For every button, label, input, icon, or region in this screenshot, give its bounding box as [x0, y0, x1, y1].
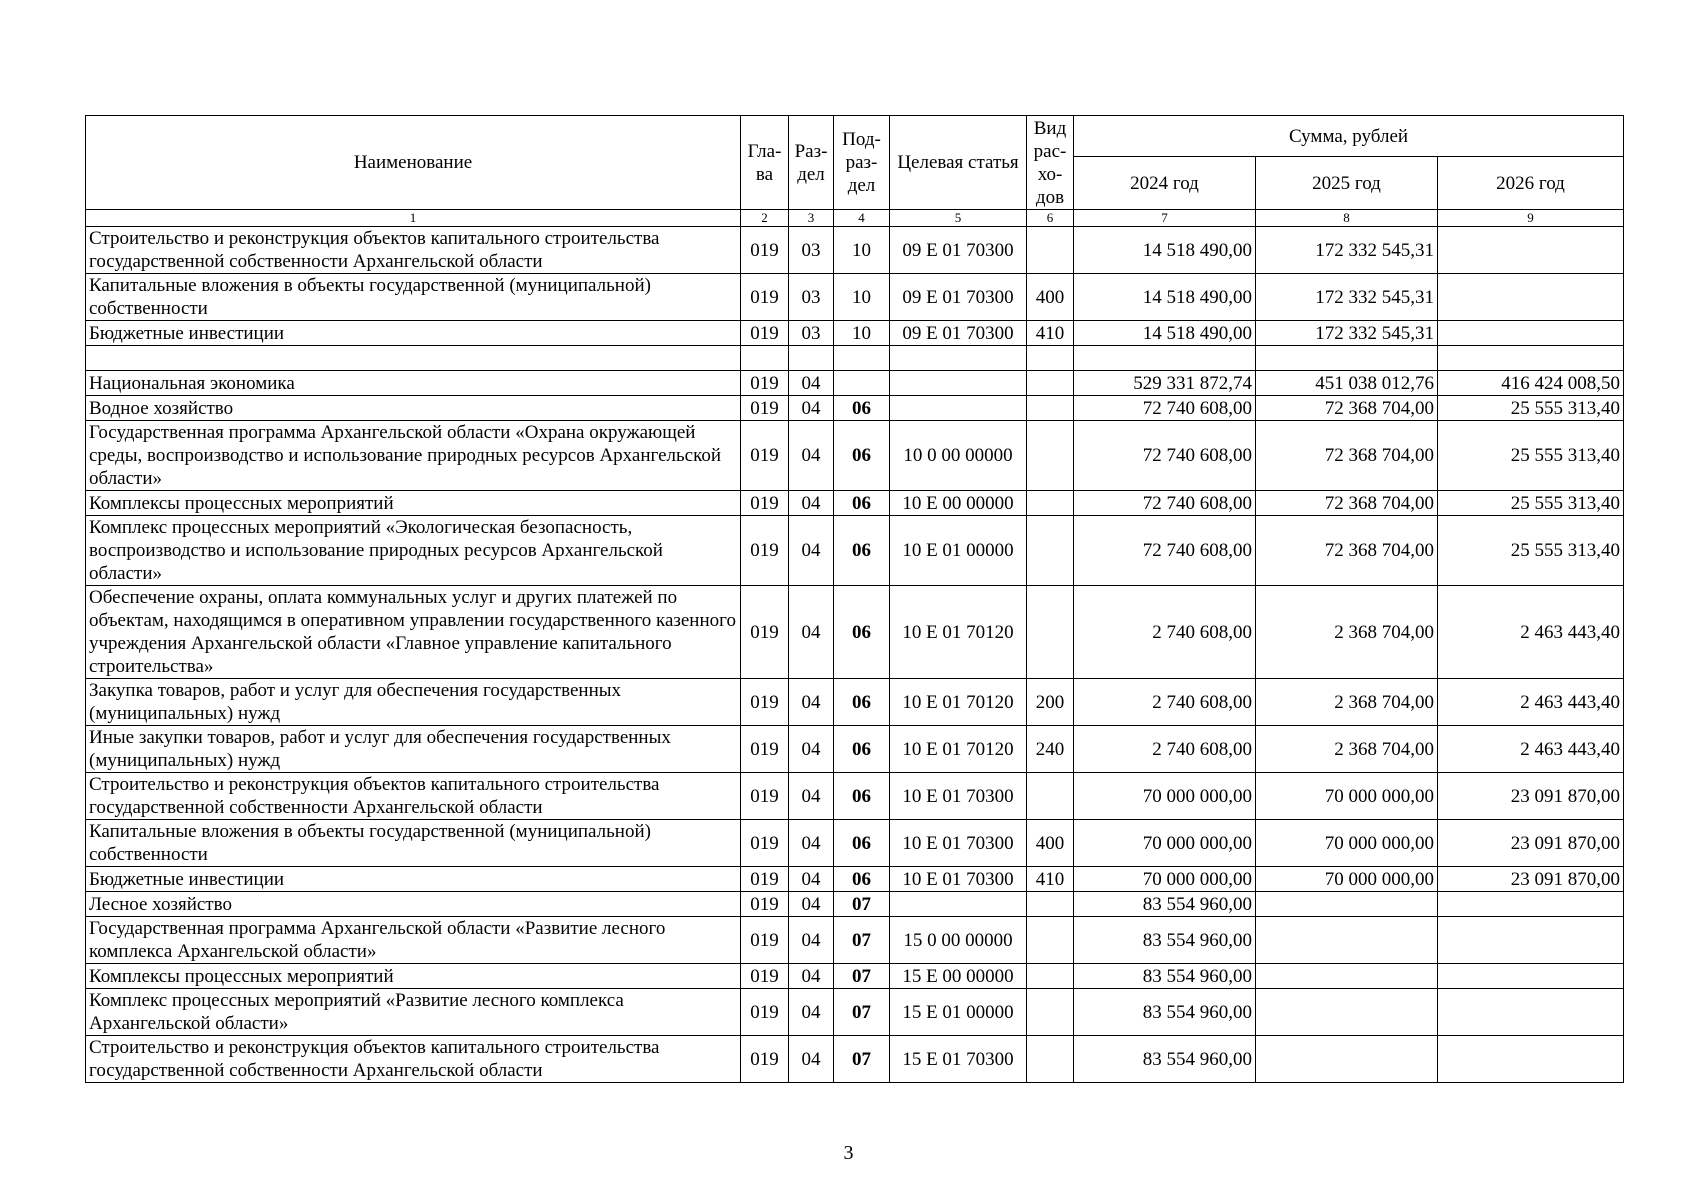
table-row: [86, 867, 1624, 892]
row-sum-2024-cell: 83 554 960,00: [1074, 964, 1256, 989]
row-tselevaya-cell: 10 Е 00 00000: [890, 491, 1027, 516]
row-sum-2024-cell: 2 740 608,00: [1074, 586, 1256, 679]
table-row: [86, 421, 1624, 491]
table-row: [86, 227, 1624, 274]
row-podrazdel-cell: 06: [834, 586, 890, 679]
row-sum-2024-cell: 72 740 608,00: [1074, 516, 1256, 586]
row-sum-2026-cell: [1438, 989, 1624, 1036]
row-vid-cell: [1027, 346, 1074, 371]
row-tselevaya-cell: 15 0 00 00000: [890, 917, 1027, 964]
table-row: [86, 773, 1624, 820]
row-glava-cell: 019: [741, 917, 789, 964]
table-row: [86, 917, 1624, 964]
row-name-cell: Строительство и реконструкция объектов капитального строительства государственной собственности Архангельской области: [86, 773, 741, 820]
row-tselevaya-cell: 15 Е 00 00000: [890, 964, 1027, 989]
table-row: [86, 371, 1624, 396]
row-sum-2025-cell: [1256, 346, 1438, 371]
row-glava-cell: 019: [741, 371, 789, 396]
row-podrazdel-cell: [834, 346, 890, 371]
row-podrazdel-cell: [834, 371, 890, 396]
row-razdel-cell: [789, 346, 834, 371]
row-vid-cell: [1027, 1036, 1074, 1083]
column-number-cell: 9: [1438, 210, 1624, 227]
row-razdel-cell: 04: [789, 964, 834, 989]
row-glava-cell: 019: [741, 321, 789, 346]
row-glava-cell: 019: [741, 964, 789, 989]
row-podrazdel-cell: 06: [834, 516, 890, 586]
row-glava-cell: 019: [741, 421, 789, 491]
row-sum-2024-cell: 83 554 960,00: [1074, 917, 1256, 964]
row-sum-2026-cell: [1438, 892, 1624, 917]
table-row: [86, 586, 1624, 679]
row-razdel-cell: 04: [789, 917, 834, 964]
column-number-cell: 3: [789, 210, 834, 227]
table-row: [86, 989, 1624, 1036]
row-tselevaya-cell: [890, 396, 1027, 421]
row-sum-2025-cell: 451 038 012,76: [1256, 371, 1438, 396]
row-tselevaya-cell: 15 Е 01 70300: [890, 1036, 1027, 1083]
row-podrazdel-cell: 07: [834, 892, 890, 917]
row-name-cell: Комплексы процессных мероприятий: [86, 964, 741, 989]
row-sum-2026-cell: 25 555 313,40: [1438, 421, 1624, 491]
row-tselevaya-cell: [890, 346, 1027, 371]
row-podrazdel-cell: 10: [834, 227, 890, 274]
row-name-cell: Капитальные вложения в объекты государственной (муниципальной) собственности: [86, 820, 741, 867]
row-sum-2025-cell: [1256, 1036, 1438, 1083]
row-glava-cell: 019: [741, 726, 789, 773]
table-row: [86, 321, 1624, 346]
row-tselevaya-cell: 09 Е 01 70300: [890, 227, 1027, 274]
row-sum-2024-cell: 83 554 960,00: [1074, 892, 1256, 917]
row-glava-cell: 019: [741, 227, 789, 274]
row-sum-2026-cell: [1438, 346, 1624, 371]
row-podrazdel-cell: 06: [834, 396, 890, 421]
row-glava-cell: 019: [741, 586, 789, 679]
row-vid-cell: [1027, 917, 1074, 964]
row-vid-cell: 240: [1027, 726, 1074, 773]
row-name-cell: Национальная экономика: [86, 371, 741, 396]
row-vid-cell: 400: [1027, 274, 1074, 321]
row-glava-cell: 019: [741, 274, 789, 321]
header-year-2026: 2026 год: [1438, 157, 1624, 210]
row-glava-cell: 019: [741, 820, 789, 867]
row-sum-2025-cell: [1256, 892, 1438, 917]
table-row: [86, 274, 1624, 321]
row-podrazdel-cell: 07: [834, 989, 890, 1036]
row-sum-2026-cell: [1438, 321, 1624, 346]
row-glava-cell: 019: [741, 491, 789, 516]
row-sum-2025-cell: 70 000 000,00: [1256, 820, 1438, 867]
row-sum-2024-cell: 72 740 608,00: [1074, 491, 1256, 516]
table-row: [86, 726, 1624, 773]
row-sum-2025-cell: 2 368 704,00: [1256, 586, 1438, 679]
row-sum-2024-cell: 70 000 000,00: [1074, 773, 1256, 820]
row-razdel-cell: 04: [789, 421, 834, 491]
row-sum-2026-cell: [1438, 917, 1624, 964]
row-sum-2025-cell: 72 368 704,00: [1256, 516, 1438, 586]
row-sum-2024-cell: 70 000 000,00: [1074, 820, 1256, 867]
row-vid-cell: [1027, 892, 1074, 917]
row-vid-cell: 410: [1027, 867, 1074, 892]
row-name-cell: Водное хозяйство: [86, 396, 741, 421]
row-podrazdel-cell: 06: [834, 773, 890, 820]
row-glava-cell: 019: [741, 1036, 789, 1083]
row-razdel-cell: 04: [789, 773, 834, 820]
row-razdel-cell: 04: [789, 820, 834, 867]
row-glava-cell: [741, 346, 789, 371]
row-sum-2024-cell: 14 518 490,00: [1074, 274, 1256, 321]
row-sum-2026-cell: 23 091 870,00: [1438, 820, 1624, 867]
row-vid-cell: 400: [1027, 820, 1074, 867]
row-sum-2024-cell: [1074, 346, 1256, 371]
row-glava-cell: 019: [741, 773, 789, 820]
row-vid-cell: [1027, 371, 1074, 396]
row-name-cell: Строительство и реконструкция объектов капитального строительства государственной собственности Архангельской области: [86, 227, 741, 274]
row-sum-2025-cell: 72 368 704,00: [1256, 396, 1438, 421]
row-vid-cell: [1027, 964, 1074, 989]
row-razdel-cell: 04: [789, 726, 834, 773]
row-sum-2024-cell: 72 740 608,00: [1074, 421, 1256, 491]
row-tselevaya-cell: 10 Е 01 70300: [890, 773, 1027, 820]
row-razdel-cell: 04: [789, 1036, 834, 1083]
row-sum-2025-cell: 172 332 545,31: [1256, 274, 1438, 321]
row-razdel-cell: 04: [789, 396, 834, 421]
column-number-cell: 1: [86, 210, 741, 227]
row-tselevaya-cell: 10 Е 01 70120: [890, 679, 1027, 726]
row-name-cell: Строительство и реконструкция объектов капитального строительства государственной собственности Архангельской области: [86, 1036, 741, 1083]
row-razdel-cell: 04: [789, 516, 834, 586]
row-tselevaya-cell: 10 0 00 00000: [890, 421, 1027, 491]
row-podrazdel-cell: 06: [834, 867, 890, 892]
row-tselevaya-cell: 09 Е 01 70300: [890, 274, 1027, 321]
header-tselevaya-statya: Целевая статья: [890, 116, 1027, 210]
row-tselevaya-cell: 10 Е 01 70300: [890, 867, 1027, 892]
row-sum-2026-cell: 23 091 870,00: [1438, 773, 1624, 820]
row-podrazdel-cell: 07: [834, 964, 890, 989]
budget-table: [85, 115, 1624, 1083]
row-sum-2026-cell: 2 463 443,40: [1438, 679, 1624, 726]
row-sum-2025-cell: 72 368 704,00: [1256, 421, 1438, 491]
row-glava-cell: 019: [741, 516, 789, 586]
table-row: [86, 346, 1624, 371]
row-sum-2026-cell: [1438, 227, 1624, 274]
row-vid-cell: [1027, 421, 1074, 491]
row-sum-2024-cell: 83 554 960,00: [1074, 1036, 1256, 1083]
row-name-cell: Лесное хозяйство: [86, 892, 741, 917]
row-sum-2025-cell: 70 000 000,00: [1256, 773, 1438, 820]
header-razdel: Раз-дел: [789, 116, 834, 210]
row-sum-2025-cell: [1256, 964, 1438, 989]
row-vid-cell: [1027, 491, 1074, 516]
row-tselevaya-cell: [890, 371, 1027, 396]
header-glava: Гла-ва: [741, 116, 789, 210]
row-tselevaya-cell: 09 Е 01 70300: [890, 321, 1027, 346]
row-tselevaya-cell: 10 Е 01 70300: [890, 820, 1027, 867]
row-tselevaya-cell: 10 Е 01 00000: [890, 516, 1027, 586]
row-name-cell: Комплекс процессных мероприятий «Экологическая безопасность, воспроизводство и использование природных ресурсов Архангельской области»: [86, 516, 741, 586]
row-vid-cell: [1027, 586, 1074, 679]
row-sum-2026-cell: 2 463 443,40: [1438, 586, 1624, 679]
row-name-cell: Государственная программа Архангельской области «Развитие лесного комплекса Архангельской области»: [86, 917, 741, 964]
row-vid-cell: [1027, 516, 1074, 586]
row-podrazdel-cell: 06: [834, 726, 890, 773]
row-sum-2025-cell: 70 000 000,00: [1256, 867, 1438, 892]
header-summa: Сумма, рублей: [1074, 116, 1624, 157]
row-razdel-cell: 04: [789, 491, 834, 516]
row-tselevaya-cell: [890, 892, 1027, 917]
table-row: [86, 396, 1624, 421]
row-razdel-cell: 04: [789, 892, 834, 917]
row-tselevaya-cell: 10 Е 01 70120: [890, 586, 1027, 679]
row-name-cell: [86, 346, 741, 371]
row-sum-2026-cell: 25 555 313,40: [1438, 516, 1624, 586]
table-row: [86, 820, 1624, 867]
row-sum-2026-cell: 416 424 008,50: [1438, 371, 1624, 396]
column-number-cell: 5: [890, 210, 1027, 227]
header-year-2025: 2025 год: [1256, 157, 1438, 210]
page-number: 3: [843, 1142, 854, 1164]
row-podrazdel-cell: 10: [834, 274, 890, 321]
column-number-cell: 2: [741, 210, 789, 227]
row-sum-2025-cell: 172 332 545,31: [1256, 321, 1438, 346]
row-podrazdel-cell: 07: [834, 917, 890, 964]
row-sum-2025-cell: 172 332 545,31: [1256, 227, 1438, 274]
table-row: [86, 892, 1624, 917]
row-razdel-cell: 04: [789, 989, 834, 1036]
table-row: [86, 679, 1624, 726]
row-sum-2025-cell: 2 368 704,00: [1256, 679, 1438, 726]
row-tselevaya-cell: 10 Е 01 70120: [890, 726, 1027, 773]
table-row: [86, 516, 1624, 586]
row-sum-2026-cell: 25 555 313,40: [1438, 491, 1624, 516]
row-sum-2024-cell: 2 740 608,00: [1074, 726, 1256, 773]
table-row: [86, 1036, 1624, 1083]
column-number-row: [86, 210, 1624, 227]
row-podrazdel-cell: 10: [834, 321, 890, 346]
row-sum-2026-cell: 25 555 313,40: [1438, 396, 1624, 421]
row-sum-2026-cell: [1438, 964, 1624, 989]
row-name-cell: Комплексы процессных мероприятий: [86, 491, 741, 516]
row-sum-2025-cell: 72 368 704,00: [1256, 491, 1438, 516]
row-name-cell: Бюджетные инвестиции: [86, 867, 741, 892]
row-vid-cell: [1027, 989, 1074, 1036]
row-podrazdel-cell: 06: [834, 679, 890, 726]
row-sum-2025-cell: 2 368 704,00: [1256, 726, 1438, 773]
row-name-cell: Закупка товаров, работ и услуг для обеспечения государственных (муниципальных) нужд: [86, 679, 741, 726]
row-glava-cell: 019: [741, 396, 789, 421]
row-razdel-cell: 03: [789, 227, 834, 274]
row-name-cell: Капитальные вложения в объекты государственной (муниципальной) собственности: [86, 274, 741, 321]
table-row: [86, 964, 1624, 989]
row-glava-cell: 019: [741, 679, 789, 726]
table-row: [86, 491, 1624, 516]
row-vid-cell: [1027, 773, 1074, 820]
header-vid-rashodov: Вид рас-хо-дов: [1027, 116, 1074, 210]
row-sum-2024-cell: 14 518 490,00: [1074, 321, 1256, 346]
row-razdel-cell: 04: [789, 586, 834, 679]
table-body: [86, 227, 1624, 1083]
column-number-cell: 4: [834, 210, 890, 227]
header-podrazdel: Под-раз-дел: [834, 116, 890, 210]
row-name-cell: Обеспечение охраны, оплата коммунальных услуг и других платежей по объектам, находящимся в оперативном управлении государственного казенного учреждения Архангельской области «Главное управление капитального строительства»: [86, 586, 741, 679]
row-name-cell: Иные закупки товаров, работ и услуг для обеспечения государственных (муниципальных) нужд: [86, 726, 741, 773]
row-sum-2024-cell: 70 000 000,00: [1074, 867, 1256, 892]
row-sum-2024-cell: 83 554 960,00: [1074, 989, 1256, 1036]
header-name: Наименование: [86, 116, 741, 210]
row-sum-2024-cell: 72 740 608,00: [1074, 396, 1256, 421]
row-vid-cell: [1027, 227, 1074, 274]
row-podrazdel-cell: 06: [834, 820, 890, 867]
row-sum-2024-cell: 2 740 608,00: [1074, 679, 1256, 726]
column-number-cell: 7: [1074, 210, 1256, 227]
row-vid-cell: [1027, 396, 1074, 421]
row-name-cell: Государственная программа Архангельской области «Охрана окружающей среды, воспроизводство и использование природных ресурсов Архангельской области»: [86, 421, 741, 491]
row-sum-2024-cell: 14 518 490,00: [1074, 227, 1256, 274]
row-tselevaya-cell: 15 Е 01 00000: [890, 989, 1027, 1036]
row-sum-2025-cell: [1256, 989, 1438, 1036]
row-sum-2026-cell: [1438, 1036, 1624, 1083]
row-razdel-cell: 04: [789, 867, 834, 892]
row-sum-2026-cell: [1438, 274, 1624, 321]
table-header: [86, 116, 1624, 227]
row-glava-cell: 019: [741, 892, 789, 917]
row-sum-2024-cell: 529 331 872,74: [1074, 371, 1256, 396]
row-vid-cell: 200: [1027, 679, 1074, 726]
column-number-cell: 8: [1256, 210, 1438, 227]
row-glava-cell: 019: [741, 867, 789, 892]
row-razdel-cell: 03: [789, 321, 834, 346]
row-sum-2026-cell: 2 463 443,40: [1438, 726, 1624, 773]
row-razdel-cell: 04: [789, 679, 834, 726]
column-number-cell: 6: [1027, 210, 1074, 227]
row-razdel-cell: 03: [789, 274, 834, 321]
row-podrazdel-cell: 07: [834, 1036, 890, 1083]
row-podrazdel-cell: 06: [834, 421, 890, 491]
row-sum-2025-cell: [1256, 917, 1438, 964]
row-name-cell: Комплекс процессных мероприятий «Развитие лесного комплекса Архангельской области»: [86, 989, 741, 1036]
row-podrazdel-cell: 06: [834, 491, 890, 516]
row-name-cell: Бюджетные инвестиции: [86, 321, 741, 346]
row-sum-2026-cell: 23 091 870,00: [1438, 867, 1624, 892]
row-razdel-cell: 04: [789, 371, 834, 396]
header-year-2024: 2024 год: [1074, 157, 1256, 210]
row-glava-cell: 019: [741, 989, 789, 1036]
row-vid-cell: 410: [1027, 321, 1074, 346]
